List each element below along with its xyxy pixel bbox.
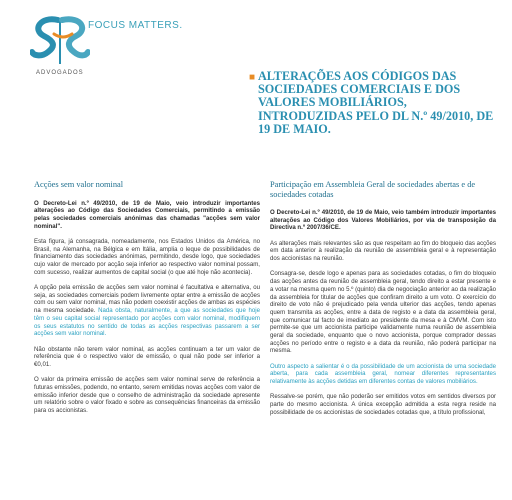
page-headline xyxy=(249,69,498,136)
headline-text: ALTERAÇÕES AOS CÓDIGOS DAS SOCIEDADES COMERCIAIS E DOS VALORES MOBILIÁRIOS, INTRODUZIDAS PELO DL N.º 49/2010, DE 19 DE MAIO. xyxy=(258,69,494,136)
left-heading: Acções sem valor nominal xyxy=(34,180,124,189)
right-paragraph: Ressalve-se porém, que não poderão ser emitidos votos em sentidos diversos por parte do mesmo accionista. A única excepção admitida a esta regra reside na possibilidade de os accionistas de sociedades cotadas que, a título profissional, xyxy=(270,393,496,416)
left-paragraph: O valor da primeira emissão de acções sem valor nominal serve de referência a futuras emissões, podendo, no entanto, serem emitidas novas acções com valor de emissão inferior desde que o conselho de administração da sociedade apresente um relatório sobre o valor fixado e sobre as consequências financeiras da emissão para os accionistas. xyxy=(34,376,260,415)
brand-sub: ADVOGADOS xyxy=(36,70,84,76)
right-paragraph: Outro aspecto a salientar é o da possibilidade de um accionista de uma sociedade aberta, para cada assembleia geral, nomear diferentes representantes relativamente às acções detidas em diferentes contas de valores mobiliários. xyxy=(270,362,496,386)
left-paragraph: O Decreto-Lei n.º 49/2010, de 19 de Maio, veio introduzir importantes alterações ao Código das Sociedades Comerciais, permitindo a emissão pelas sociedades comerciais anónimas das chamadas "acções sem valor nominal". xyxy=(34,199,260,230)
firm-logo-icon xyxy=(30,12,90,72)
right-column xyxy=(270,180,496,424)
headline-bullet-icon: ■ xyxy=(249,72,256,83)
right-heading: Participação em Assembleia Geral de sociedades abertas e de sociedades cotadas xyxy=(270,180,476,199)
left-column xyxy=(34,180,260,422)
left-paragraph: Esta figura, já consagrada, nomeadamente, nos Estados Unidos da América, no Brasil, na Alemanha, na Bélgica e em Itália, amplia o leque de possibilidades de financiamento das sociedades anónimas, permitindo, desde logo, que sociedades cujo valor de mercado por acção seja inferior ao respectivo valor nominal possam, com sucesso, realizar aumentos de capital social (o que até hoje não acontecia). xyxy=(34,237,260,276)
brand-tagline: FOCUS MATTERS. xyxy=(88,20,183,31)
left-paragraph: A opção pela emissão de acções sem valor nominal é facultativa e alternativa, ou seja, as sociedades comerciais podem livremente optar entre a emissão de acções com ou sem valor nominal, mas não podem coexistir acções de ambas as espécies na mesma sociedade. Nada obsta, naturalmente, a que as sociedades que hoje têm o seu capital social representado por acções com valor nominal, modifiquem os seus estatutos no sentido de todas as acções respectivas passarem a ser acções sem valor nominal. xyxy=(34,284,260,338)
right-paragraph: O Decreto-Lei n.º 49/2010, de 19 de Maio, veio também introduzir importantes alterações ao Código dos Valores Mobiliários, por via de transposição da Directiva n.º 2007/36/CE. xyxy=(270,209,496,232)
left-paragraph: Não obstante não terem valor nominal, as acções continuam a ter um valor de referência que é o respectivo valor de emissão, o qual não pode ser inferior a €0,01. xyxy=(34,345,260,368)
right-paragraph: Consagra-se, desde logo e apenas para as sociedades cotadas, o fim do bloqueio das acções antes da reunião de assembleia geral, tendo direito a estar presente e a votar na mesma quem no 5.º (quinto) dia de negociação anterior ao da realização da assembleia for titular de acções que confiram direito a um voto. O exercício do direito de voto não é prejudicado pela venda ulterior das acções, tendo apenas quem transmita as acções, entre a data de registo e a data da assembleia geral, que comunicar tal facto de imediato ao presidente da mesa e à CMVM. Com isto permite-se que um accionista participe validamente numa reunião de assembleia geral da sociedade, enquanto que o novo accionista, porque comprador dessas acções no período entre o registo e a data da reunião, não poderá participar na mesma. xyxy=(270,270,496,355)
right-paragraph: As alterações mais relevantes são as que respeitam ao fim do bloqueio das acções em data anterior à realização da reunião de assembleia geral e à representação dos accionistas na reunião. xyxy=(270,239,496,263)
